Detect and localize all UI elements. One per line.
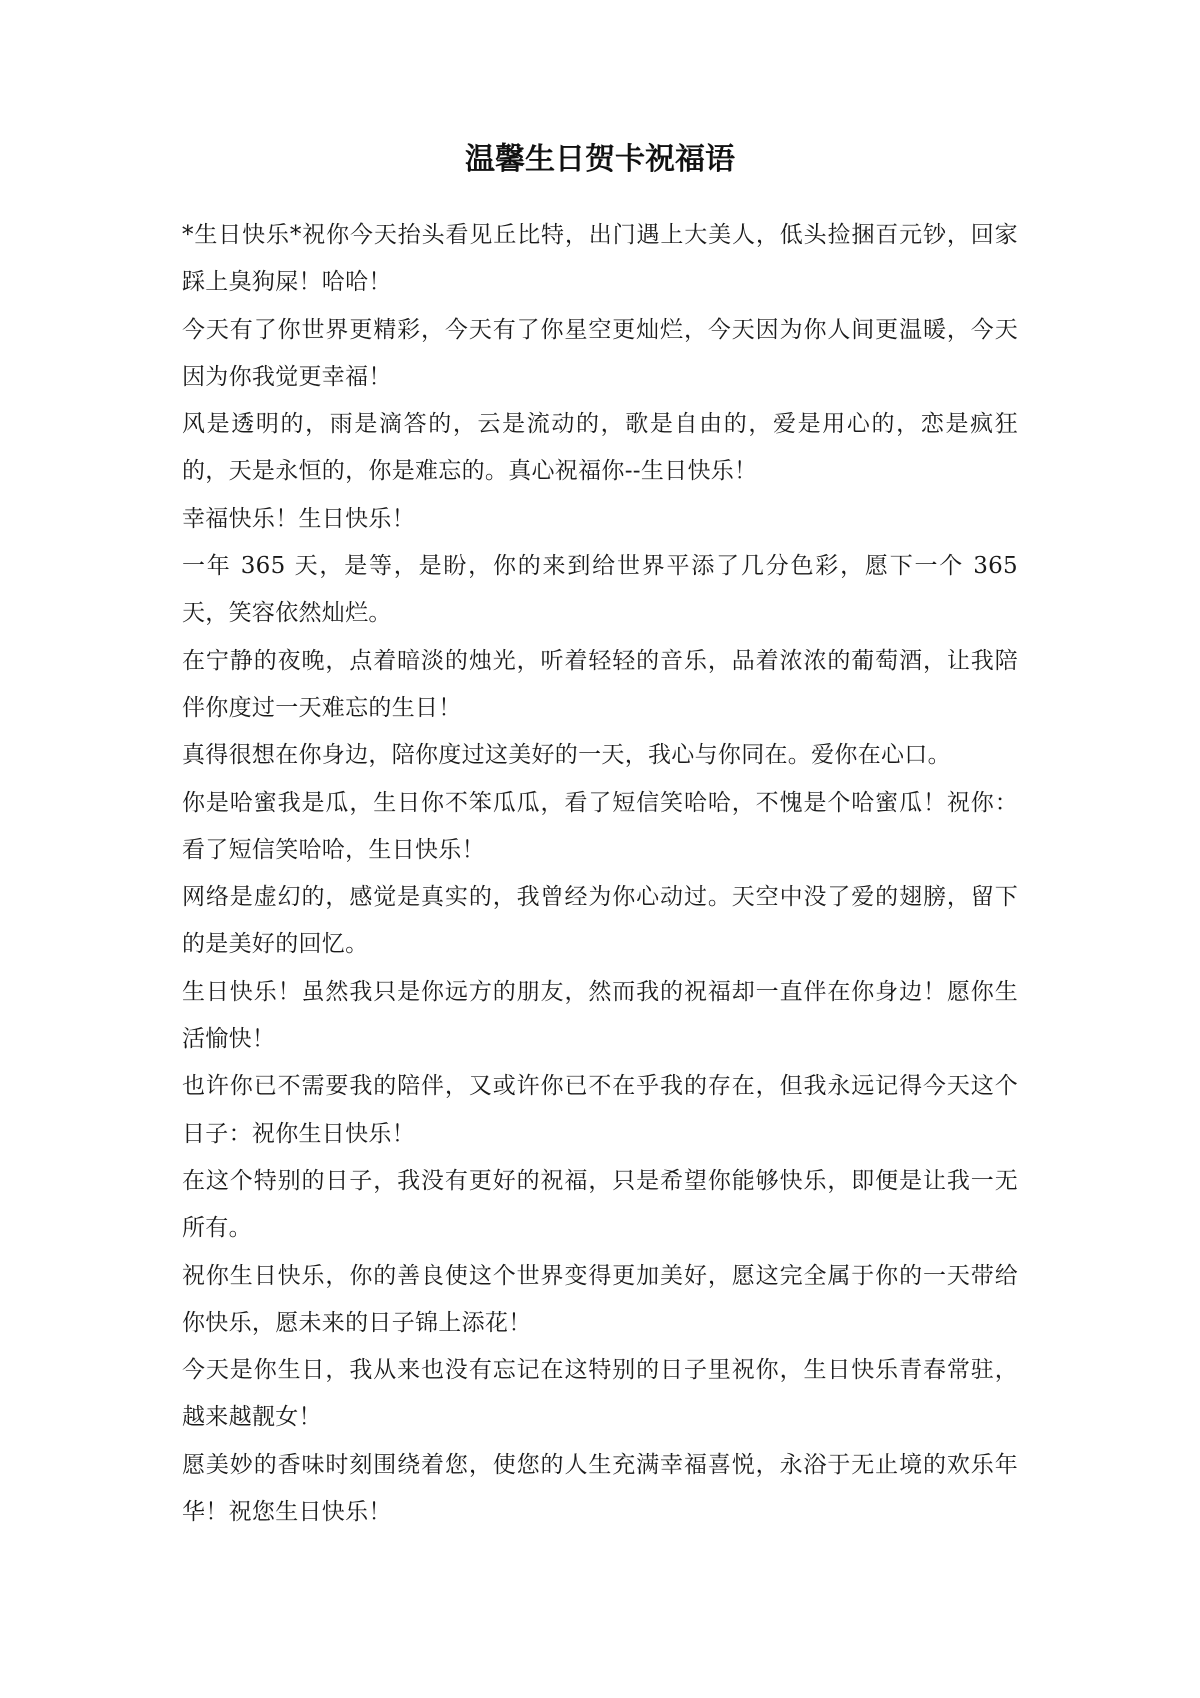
paragraph-8: 你是哈蜜我是瓜，生日你不笨瓜瓜，看了短信笑哈哈，不愧是个哈蜜瓜！祝你：看了短信笑哈哈，生日快乐！ [182,789,1018,863]
paragraph-3: 风是透明的，雨是滴答的，云是流动的，歌是自由的，爱是用心的，恋是疯狂的，天是永恒的，你是难忘的。真心祝福你--生日快乐！ [182,411,1018,485]
page-title: 温馨生日贺卡祝福语 [465,142,735,177]
paragraph-10: 生日快乐！虽然我只是你远方的朋友，然而我的祝福却一直伴在你身边！愿你生活愉快！ [182,978,1018,1053]
document-body [182,212,1018,1536]
paragraph-9: 网络是虚幻的，感觉是真实的，我曾经为你心动过。天空中没了爱的翅膀，留下的是美好的回忆。 [182,884,1018,958]
paragraph-2: 今天有了你世界更精彩，今天有了你星空更灿烂，今天因为你人间更温暖，今天因为你我觉更幸福！ [182,316,1018,390]
paragraph-11: 也许你已不需要我的陪伴，又或许你已不在乎我的存在，但我永远记得今天这个日子：祝你生日快乐！ [182,1073,1018,1147]
paragraph-4: 幸福快乐！生日快乐！ [182,505,415,532]
paragraph-13: 祝你生日快乐，你的善良使这个世界变得更加美好，愿这完全属于你的一天带给你快乐，愿未来的日子锦上添花！ [182,1262,1018,1336]
paragraph-15: 愿美妙的香味时刻围绕着您，使您的人生充满幸福喜悦，永浴于无止境的欢乐年华！祝您生日快乐！ [182,1451,1018,1526]
paragraph-5: 一年 365 天，是等，是盼，你的来到给世界平添了几分色彩，愿下一个 365 天，笑容依然灿烂。 [182,553,1018,627]
paragraph-6: 在宁静的夜晚，点着暗淡的烛光，听着轻轻的音乐，品着浓浓的葡萄酒，让我陪伴你度过一天难忘的生日！ [182,647,1018,721]
paragraph-14: 今天是你生日，我从来也没有忘记在这特别的日子里祝你，生日快乐青春常驻，越来越靓女！ [182,1357,1018,1431]
paragraph-12: 在这个特别的日子，我没有更好的祝福，只是希望你能够快乐，即便是让我一无所有。 [182,1167,1018,1242]
paragraph-1: *生日快乐*祝你今天抬头看见丘比特，出门遇上大美人，低头捡捆百元钞，回家踩上臭狗屎！哈哈！ [182,222,1018,296]
paragraph-7: 真得很想在你身边，陪你度过这美好的一天，我心与你同在。爱你在心口。 [182,742,951,769]
